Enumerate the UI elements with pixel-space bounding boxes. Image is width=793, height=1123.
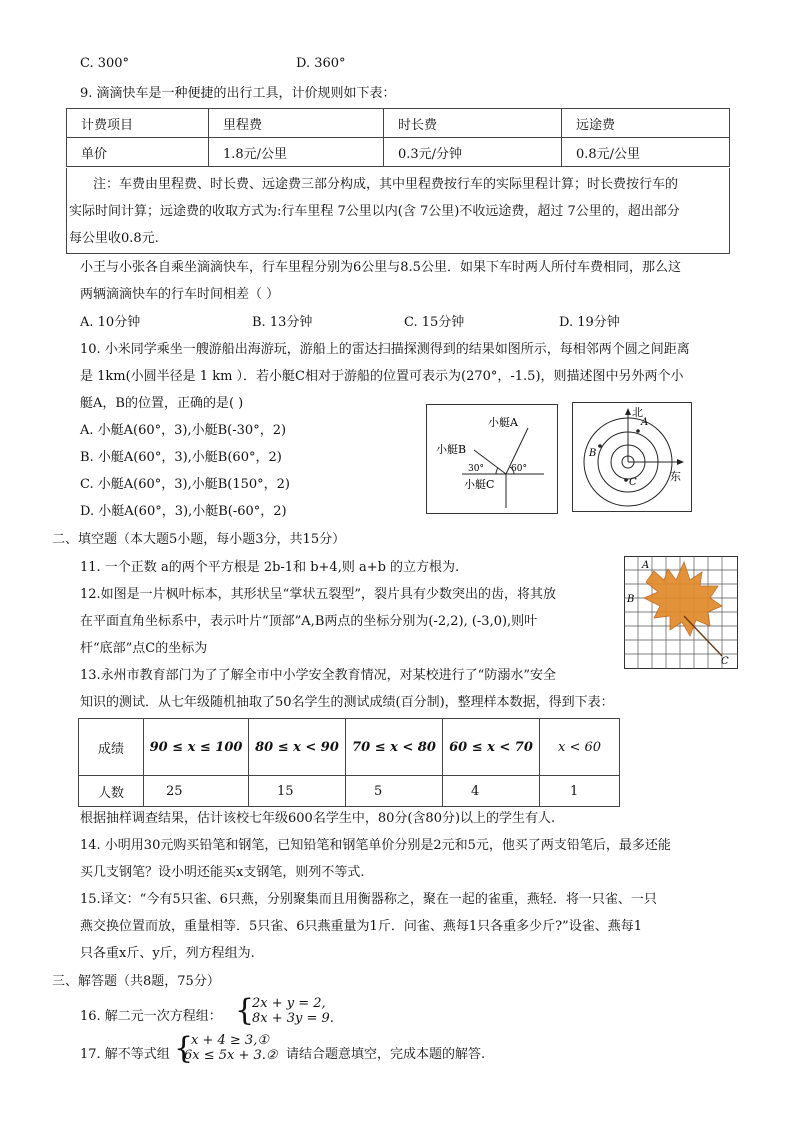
- label-a: A: [642, 560, 650, 571]
- label-a: A: [641, 417, 649, 428]
- q16-equation: 2x + y = 2,: [252, 996, 326, 1011]
- maple-leaf-grid-figure: [624, 556, 740, 670]
- score-header-cell: 60 ≤ x < 70: [443, 719, 540, 776]
- score-row-label: 人数: [79, 776, 144, 807]
- boat-c-label: 小艇C: [464, 478, 495, 491]
- angle-arc-30: [496, 468, 498, 474]
- fee-cell: 0.3元/分钟: [384, 138, 562, 167]
- q10-option-b: B. 小艇A(60°，3),小艇B(60°，2): [80, 450, 282, 465]
- q17-inequality: 6x ≤ 5x + 3.②: [184, 1048, 278, 1063]
- q10-stem-line: 10. 小米同学乘坐一艘游船出海游玩，游船上的雷达扫描探测得到的结果如图所示，每相邻两个圆之间距离: [80, 342, 690, 357]
- fee-table-header-row: [67, 109, 730, 138]
- fee-cell: 0.8元/公里: [562, 138, 730, 167]
- score-count-cell: 25: [144, 776, 249, 807]
- score-header-cell: 90 ≤ x ≤ 100: [144, 719, 249, 776]
- q11-text: 11. 一个正数 a的两个平方根是 2b-1和 b+4,则 a+b 的立方根为.: [80, 560, 460, 575]
- fee-cell: 1.8元/公里: [209, 138, 384, 167]
- q16-prefix: 16. 解二元一次方程组：: [80, 1009, 222, 1024]
- score-count-cell: 4: [443, 776, 540, 807]
- score-header-cell: 成绩: [79, 719, 144, 776]
- score-header-cell: 80 ≤ x < 90: [249, 719, 346, 776]
- q13-line: 13.永州市教育部门为了了解全市中小学安全教育情况，对某校进行了“防溺水”安全: [80, 668, 556, 683]
- point-b: [598, 444, 602, 448]
- label-c: C: [629, 477, 637, 488]
- label-c: C: [721, 656, 729, 667]
- point-a: [636, 429, 640, 433]
- q16-brace: {: [235, 993, 255, 1028]
- q9-option-c: C. 15分钟: [404, 315, 465, 330]
- q10-stem-line: 是 1km(小圆半径是 1 km ）．若小艇C相对于游船的位置可表示为(270°，-1.5)，则描述图中另外两个小: [80, 369, 684, 384]
- label-b: B: [589, 448, 597, 459]
- fee-header-cell: 时长费: [384, 109, 562, 138]
- q9-option-a: A. 10分钟: [80, 315, 141, 330]
- q9-option-d: D. 19分钟: [559, 315, 620, 330]
- q17-brace: {: [174, 1031, 194, 1066]
- q8-option-c: C. 300°: [80, 56, 130, 71]
- q16-equation: 8x + 3y = 9.: [252, 1011, 334, 1026]
- q10-option-c: C. 小艇A(60°，3),小艇B(150°，2): [80, 477, 291, 492]
- maple-leaf: [644, 562, 722, 636]
- q17-inequality: x + 4 ≥ 3,①: [191, 1033, 269, 1048]
- score-header-cell: 70 ≤ x < 80: [346, 719, 443, 776]
- q15-line: 15.译文：“今有5只雀、6只燕，分别聚集而且用衡器称之，聚在一起的雀重，燕轻．将一只雀、一只: [80, 892, 657, 907]
- boat-b-label: 小艇B: [436, 443, 467, 456]
- score-count-cell: 15: [249, 776, 346, 807]
- q9-question-line: 小王与小张各自乘坐滴滴快车，行车里程分别为6公里与8.5公里．如果下车时两人所付车费相同，那么这: [80, 260, 681, 275]
- north-arrow-icon: [625, 408, 631, 415]
- q10-stem-line: 艇A，B的位置，正确的是( ): [80, 396, 244, 411]
- angle-60-label: 60°: [511, 464, 527, 474]
- q14-line: 14. 小明用30元购买铅笔和钢笔，已知铅笔和钢笔单价分别是2元和5元，他买了两支铅笔后，最多还能: [80, 838, 671, 853]
- fee-cell: 单价: [67, 138, 209, 167]
- fee-note-line: 每公里收0.8元.: [69, 231, 159, 246]
- radar-figure-circles: [572, 402, 694, 514]
- score-table: [78, 718, 620, 807]
- q12-line: 杆“底部”点C的坐标为: [80, 641, 208, 656]
- q17-prefix: 17. 解不等式组: [80, 1047, 170, 1062]
- fee-table-row: [67, 138, 730, 167]
- section3-title: 三、解答题（共8题，75分）: [52, 974, 220, 989]
- section2-title: 二、填空题（本大题5小题，每小题3分，共15分）: [52, 532, 346, 547]
- score-count-row: [79, 776, 620, 807]
- q17-suffix: 请结合题意填空，完成本题的解答.: [286, 1047, 486, 1062]
- fee-note-line: 实际时间计算；远途费的收取方式为:行车里程 7公里以内(含 7公里)不收远途费，超过 7公里的，超出部分: [69, 204, 680, 219]
- score-count-cell: 5: [346, 776, 443, 807]
- q9-option-b: B. 13分钟: [252, 315, 313, 330]
- fee-header-cell: 里程费: [209, 109, 384, 138]
- q13-conclusion: 根据抽样调查结果，估计该校七年级600名学生中，80分(含80分)以上的学生有人.: [80, 811, 556, 826]
- east-label: 东: [670, 470, 681, 483]
- fee-header-cell: 计费项目: [67, 109, 209, 138]
- q12-line: 12.如图是一片枫叶标本，其形状呈“掌状五裂型”，裂片具有少数突出的齿，将其放: [80, 587, 556, 602]
- q9-question-line: 两辆滴滴快车的行车时间相差（ ）: [80, 287, 280, 302]
- boat-a-label: 小艇A: [488, 416, 518, 429]
- score-header-row: [79, 719, 620, 776]
- fee-note-line: 注：车费由里程费、时长费、远途费三部分构成，其中里程费按行车的实际里程计算；时长费按行车的: [93, 177, 679, 192]
- score-count-cell: 1: [540, 776, 620, 807]
- score-header-cell: x < 60: [540, 719, 620, 776]
- q10-option-a: A. 小艇A(60°，3),小艇B(-30°，2): [80, 423, 287, 438]
- q10-option-d: D. 小艇A(60°，3),小艇B(-60°，2): [80, 504, 287, 519]
- fee-table: [66, 108, 730, 167]
- north-label: 北: [632, 406, 643, 419]
- angle-30-label: 30°: [468, 464, 484, 474]
- q8-option-d: D. 360°: [296, 56, 346, 71]
- fee-header-cell: 远途费: [562, 109, 730, 138]
- label-b: B: [627, 594, 635, 605]
- q14-line: 买几支钢笔？设小明还能买x支钢笔，则列不等式.: [80, 865, 365, 880]
- q9-stem: 9. 滴滴快车是一种便捷的出行工具，计价规则如下表：: [80, 86, 396, 101]
- q13-line: 知识的测试．从七年级随机抽取了50名学生的测试成绩(百分制)，整理样本数据，得到下表：: [80, 695, 614, 710]
- q12-line: 在平面直角坐标系中，表示叶片“顶部”A,B两点的坐标分别为(-2,2), (-3,0),则叶: [80, 614, 538, 629]
- east-arrow-icon: [677, 459, 684, 465]
- radar-figure-angles: [426, 404, 558, 514]
- fee-note: [66, 168, 730, 254]
- q15-line: 燕交换位置而放，重量相等．5只雀、6只燕重量为1斤．问雀、燕每1只各重多少斤?”设雀、燕每1: [80, 919, 642, 934]
- point-c: [624, 478, 628, 482]
- q15-line: 只各重x斤、y斤，列方程组为.: [80, 946, 255, 961]
